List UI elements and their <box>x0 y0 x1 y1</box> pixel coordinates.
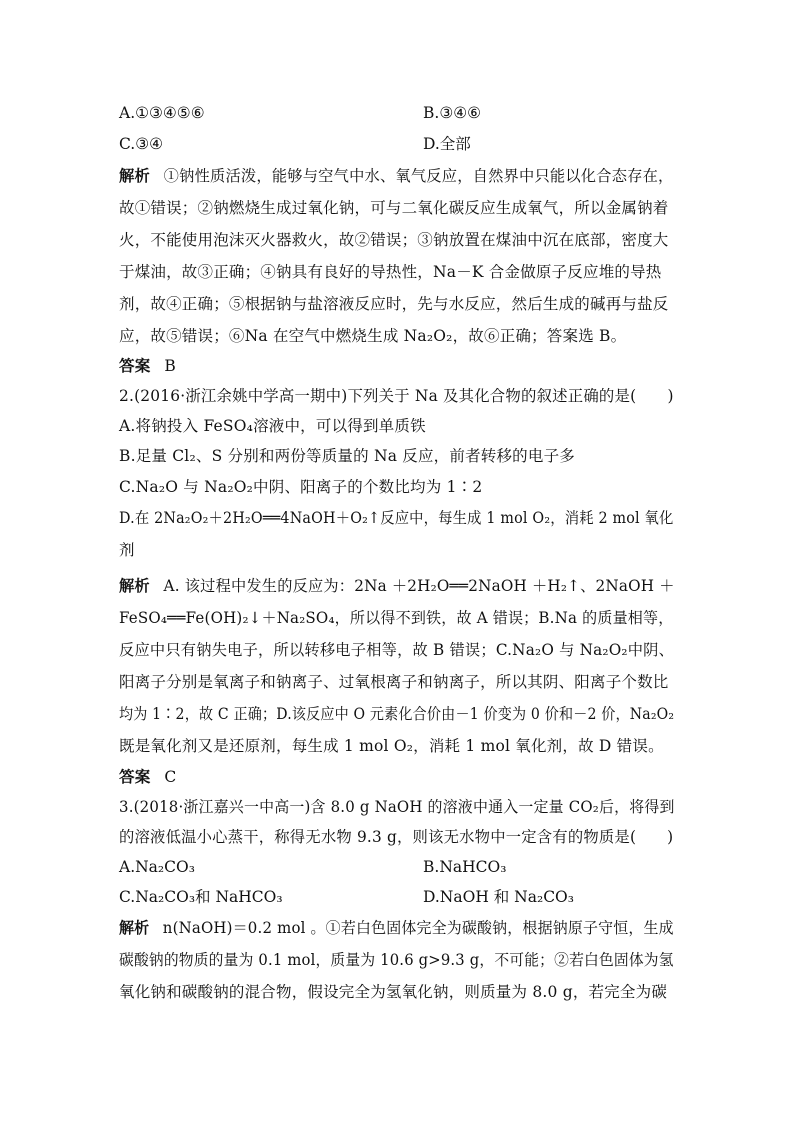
q2-option-c: C.Na₂O 与 Na₂O₂中阴、阳离子的个数比均为 1∶2 <box>119 478 483 496</box>
q1-analysis-line-3: 火，不能使用泡沫灭火器救火，故②错误；③钠放置在煤油中沉在底部，密度大 <box>119 231 669 249</box>
q1-option-d: D.全部 <box>423 135 471 153</box>
q2-option-b: B.足量 Cl₂、S 分别和两份等质量的 Na 反应，前者转移的电子多 <box>119 447 575 465</box>
q2-option-d-cont: 剂 <box>119 541 135 559</box>
q2-answer-label: 答案 <box>119 767 151 786</box>
q3-analysis-line-1: 解析 n(NaOH)＝0.2 mol 。①若白色固体完全为碳酸钠，根据钠原子守恒，生成 <box>119 918 674 937</box>
q3-option-d: D.NaOH 和 Na₂CO₃ <box>423 888 574 906</box>
q3-option-c: C.Na₂CO₃和 NaHCO₃ <box>119 888 283 906</box>
q2-analysis-line-6: 既是氧化剂又是还原剂，每生成 1 mol O₂，消耗 1 mol 氧化剂，故 D 错误。 <box>119 737 664 755</box>
q1-option-b: B.③④⑥ <box>423 104 482 122</box>
q2-stem: 2.(2016·浙江余姚中学高一期中)下列关于 Na 及其化合物的叙述正确的是( ) <box>119 387 674 405</box>
q2-analysis-line-1: 解析 A. 该过程中发生的反应为：2Na ＋2H₂O══2NaOH ＋H₂↑、2NaOH ＋ <box>119 576 675 595</box>
q1-answer <box>119 356 674 376</box>
q1-analysis-line-6: 应，故⑤错误；⑥Na 在空气中燃烧生成 Na₂O₂，故⑥正确；答案选 B。 <box>119 327 627 345</box>
q2-analysis-line-4: 阳离子分别是氧离子和钠离子、过氧根离子和钠离子，所以其阴、阳离子个数比 <box>119 673 669 691</box>
q2-answer <box>119 767 674 787</box>
q1-analysis-line-2: 故①错误；②钠燃烧生成过氧化钠，可与二氧化碳反应生成氧气，所以金属钠着 <box>119 199 669 217</box>
q2-option-d: D.在 2Na₂O₂＋2H₂O══4NaOH＋O₂↑反应中，每生成 1 mol O₂，消耗 2 mol 氧化 <box>119 509 674 527</box>
q1-analysis-label: 解析 <box>119 166 150 185</box>
q3-analysis-line-3: 氧化钠和碳酸钠的混合物，假设完全为氢氧化钠，则质量为 8.0 g，若完全为碳 <box>119 983 668 1001</box>
q2-analysis-line-5: 均为 1∶2，故 C 正确；D.该反应中 O 元素化合价由－1 价变为 0 价和－2 价，Na₂O₂ <box>119 705 675 723</box>
q1-answer-label: 答案 <box>119 356 151 375</box>
q1-analysis-line-5: 剂，故④正确；⑤根据钠与盐溶液反应时，先与水反应，然后生成的碱再与盐反 <box>119 295 669 313</box>
q2-analysis-line-3: 反应中只有钠失电子，所以转移电子相等，故 B 错误；C.Na₂O 与 Na₂O₂中阴、 <box>119 641 675 659</box>
q1-analysis-line-4: 于煤油，故③正确；④钠具有良好的导热性，Na－K 合金做原子反应堆的导热 <box>119 263 662 281</box>
q1-analysis-line-1: 解析 ①钠性质活泼，能够与空气中水、氧气反应，自然界中只能以化合态存在， <box>119 166 674 185</box>
q3-option-a: A.Na₂CO₃ <box>119 858 195 876</box>
q3-option-b: B.NaHCO₃ <box>423 858 507 876</box>
q1-option-a: A.①③④⑤⑥ <box>119 104 205 122</box>
q3-stem-line-1: 3.(2018·浙江嘉兴一中高一)含 8.0 g NaOH 的溶液中通入一定量 CO₂后，将得到 <box>119 798 675 816</box>
q3-analysis-line-2: 碳酸钠的物质的量为 0.1 mol，质量为 10.6 g>9.3 g，不可能；②若白色固体为氢 <box>119 951 674 969</box>
q3-stem-line-2: 的溶液低温小心蒸干，称得无水物 9.3 g，则该无水物中一定含有的物质是( ) <box>119 828 674 846</box>
q2-analysis-label: 解析 <box>119 576 150 595</box>
q2-analysis-line-2: FeSO₄══Fe(OH)₂↓＋Na₂SO₄，所以得不到铁，故 A 错误；B.Na 的质量相等， <box>119 609 674 627</box>
q2-option-a: A.将钠投入 FeSO₄溶液中，可以得到单质铁 <box>119 417 426 435</box>
q1-answer-value: B <box>164 357 176 375</box>
q1-option-c: C.③④ <box>119 135 164 153</box>
q2-answer-value: C <box>164 768 177 786</box>
q3-analysis-label: 解析 <box>119 918 150 937</box>
